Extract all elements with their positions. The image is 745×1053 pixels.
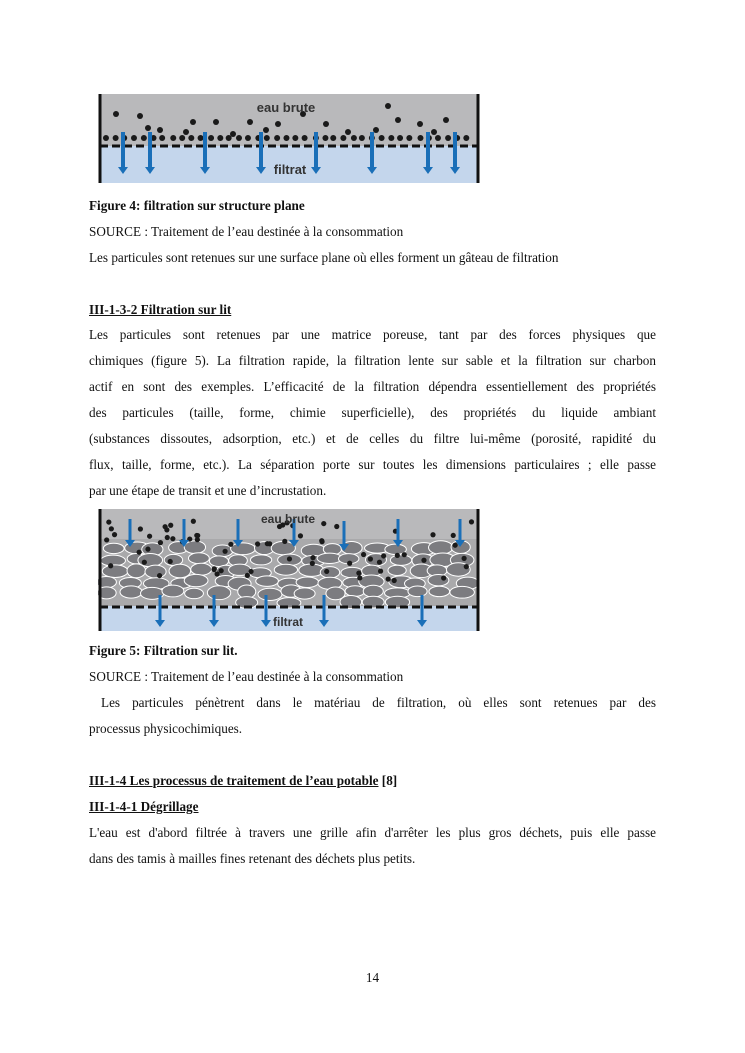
particle — [145, 125, 151, 131]
particle — [381, 553, 386, 558]
figure-4-diagram — [98, 94, 480, 183]
particle — [141, 135, 147, 141]
particle — [392, 578, 397, 583]
particle — [453, 543, 458, 548]
particle — [283, 135, 289, 141]
particle — [361, 552, 366, 557]
particle — [113, 111, 119, 117]
filter-grain — [299, 564, 324, 576]
particle — [147, 534, 152, 539]
particle — [388, 135, 394, 141]
filter-grain — [320, 567, 339, 578]
filter-grain — [429, 541, 453, 555]
particle — [417, 135, 423, 141]
particle — [157, 573, 162, 578]
particle — [451, 533, 456, 538]
particle — [441, 575, 446, 580]
particle — [212, 567, 217, 572]
particle — [347, 561, 352, 566]
filtrate-label: filtrat — [273, 162, 307, 177]
paragraph-line: par une étape de transit et une d’incrustation. — [89, 483, 327, 498]
filter-grain — [428, 575, 449, 586]
particle — [230, 131, 236, 137]
particle — [142, 560, 147, 565]
particle — [417, 121, 423, 127]
paragraph-line: flux, taille, forme, etc.). La séparation porte sur toutes les dimensions particulaires ; elle passe — [89, 457, 656, 472]
filter-grain — [294, 588, 315, 599]
filter-grain — [363, 585, 383, 597]
particle — [430, 532, 435, 537]
particle — [322, 135, 328, 141]
section-heading-1-4-1 — [89, 794, 656, 820]
filter-grain — [120, 586, 142, 598]
bed-filtration-illustration — [98, 509, 480, 631]
filter-grain — [145, 565, 166, 578]
particle — [113, 135, 119, 141]
filter-grain — [127, 564, 146, 578]
surface-filtration-illustration — [98, 94, 480, 183]
particle — [168, 523, 173, 528]
particle — [248, 569, 253, 574]
section-heading-1-3-2 — [89, 297, 656, 323]
particle — [106, 519, 111, 524]
filter-grain — [184, 574, 208, 586]
particle — [395, 117, 401, 123]
particle — [351, 135, 357, 141]
filter-grain — [258, 588, 282, 600]
particle — [104, 537, 109, 542]
particle — [198, 135, 204, 141]
particle — [334, 524, 339, 529]
particle — [195, 533, 200, 538]
particle — [159, 135, 165, 141]
filter-grain — [212, 545, 233, 557]
particle — [386, 576, 391, 581]
filter-grain — [162, 585, 184, 597]
raw-water-label: eau brute — [256, 100, 316, 115]
particle — [310, 561, 315, 566]
particle — [245, 135, 251, 141]
particle — [464, 564, 469, 569]
reference: [8] — [378, 773, 398, 788]
particle — [397, 135, 403, 141]
particle — [445, 135, 451, 141]
heading-text: III-1-3-2 Filtration sur lit — [89, 302, 232, 317]
filter-grain — [388, 565, 406, 575]
particle — [168, 559, 173, 564]
particle — [443, 117, 449, 123]
filter-grain — [390, 555, 411, 565]
particle — [340, 135, 346, 141]
paragraph-line: Les particules sont retenues par une matrice poreuse, tant par des forces physiques que — [89, 327, 656, 342]
particle — [385, 103, 391, 109]
particle — [138, 526, 143, 531]
particle — [463, 135, 469, 141]
particle — [377, 560, 382, 565]
particle — [302, 135, 308, 141]
particle — [170, 135, 176, 141]
particle — [247, 119, 253, 125]
particle — [163, 524, 168, 529]
paragraph-line: actif en sont des exemples. L’efficacité de la filtration dépendra essentiellement des propriétés — [89, 379, 656, 394]
raw-water-label: eau brute — [260, 512, 316, 526]
particle — [323, 121, 329, 127]
particle — [435, 135, 441, 141]
filter-grain — [296, 577, 319, 587]
particle — [131, 135, 137, 141]
particle — [310, 555, 315, 560]
filter-grain — [345, 586, 365, 596]
particle — [217, 135, 223, 141]
particle — [245, 573, 250, 578]
particle — [368, 556, 373, 561]
particle — [188, 135, 194, 141]
particle — [395, 553, 400, 558]
particle — [170, 536, 175, 541]
figure-4-description: Les particules sont retenues sur une surface plane où elles forment un gâteau de filtration — [89, 250, 559, 265]
particle — [357, 575, 362, 580]
figure-5-description-line: Les particules pénètrent dans le matériau de filtration, où elles sont retenues par des — [89, 695, 656, 710]
particle — [274, 135, 280, 141]
particle — [109, 526, 114, 531]
particle — [191, 519, 196, 524]
particle — [236, 135, 242, 141]
particle — [292, 135, 298, 141]
filter-grain — [169, 564, 191, 578]
filter-grain — [184, 541, 205, 554]
particle — [378, 569, 383, 574]
particle — [103, 135, 109, 141]
heading-text: III-1-4-1 Dégrillage — [89, 799, 199, 814]
filter-grain — [207, 586, 230, 600]
particle — [263, 127, 269, 133]
paragraph-line: (substances dissoutes, adsorption, etc.) et de celles du filtre lui-même (porosité, rapidité du — [89, 431, 656, 446]
particle — [282, 539, 287, 544]
particle — [431, 129, 437, 135]
filter-grain — [188, 553, 209, 564]
particle — [359, 135, 365, 141]
particle — [406, 135, 412, 141]
particle — [145, 547, 150, 552]
filter-grain — [274, 564, 297, 575]
particle — [264, 135, 270, 141]
filtrate-label: filtrat — [273, 615, 303, 629]
filter-grain — [250, 555, 271, 565]
figure-5-caption: Figure 5: Filtration sur lit. — [89, 643, 238, 658]
paragraph-line: dans des tamis à mailles fines retenant des déchets plus petits. — [89, 851, 416, 866]
particle — [421, 558, 426, 563]
particle — [228, 542, 233, 547]
particle — [265, 541, 270, 546]
particle — [469, 519, 474, 524]
particle — [208, 135, 214, 141]
particle — [330, 135, 336, 141]
filter-grain — [231, 543, 256, 555]
particle — [324, 569, 329, 574]
figure-5-description-line: processus physicochimiques. — [89, 721, 243, 736]
figure-5-source: SOURCE : Traitement de l’eau destinée à la consommation — [89, 669, 404, 684]
particle — [356, 570, 361, 575]
particle — [183, 129, 189, 135]
particle — [179, 135, 185, 141]
paragraph-line: chimiques (figure 5). La filtration rapide, la filtration lente sur sable et la filtration sur charbon — [89, 353, 656, 368]
particle — [137, 550, 142, 555]
filter-grain — [429, 586, 450, 596]
figure-4-caption: Figure 4: filtration sur structure plane — [89, 198, 305, 213]
filter-grain — [100, 555, 125, 566]
particle — [255, 541, 260, 546]
particle — [158, 540, 163, 545]
particle — [112, 532, 117, 537]
paragraph-line: L'eau est d'abord filtrée à travers une grille afin d'arrêter les plus gros déchets, puis elle passe — [89, 825, 656, 840]
particle — [108, 563, 113, 568]
particle — [157, 127, 163, 133]
filter-grain — [103, 543, 124, 553]
particle — [345, 129, 351, 135]
heading-text: III-1-4 Les processus de traitement de l’eau potable — [89, 773, 379, 788]
particle — [137, 113, 143, 119]
particle — [319, 538, 324, 543]
particle — [402, 552, 407, 557]
page-number: 14 — [365, 970, 380, 985]
filter-grain — [408, 586, 427, 597]
figure-5-diagram — [98, 509, 480, 631]
particle — [165, 535, 170, 540]
particle — [379, 135, 385, 141]
paragraph-line: des particules (taille, forme, chimie superficielle), des propriétés du liquide ambiant — [89, 405, 656, 420]
particle — [321, 521, 326, 526]
particle — [275, 121, 281, 127]
filter-grain — [185, 588, 204, 598]
particle — [462, 556, 467, 561]
particle — [298, 533, 303, 538]
filter-grain — [102, 565, 128, 578]
particle — [213, 119, 219, 125]
particle — [190, 119, 196, 125]
figure-4-source: SOURCE : Traitement de l’eau destinée à la consommation — [89, 224, 404, 239]
particle — [222, 549, 227, 554]
section-heading-1-4 — [89, 768, 656, 794]
particle — [219, 568, 224, 573]
filter-grain — [256, 576, 279, 587]
filter-grain — [191, 563, 212, 575]
filter-grain — [450, 586, 475, 598]
particle — [287, 556, 292, 561]
particle — [215, 571, 220, 576]
